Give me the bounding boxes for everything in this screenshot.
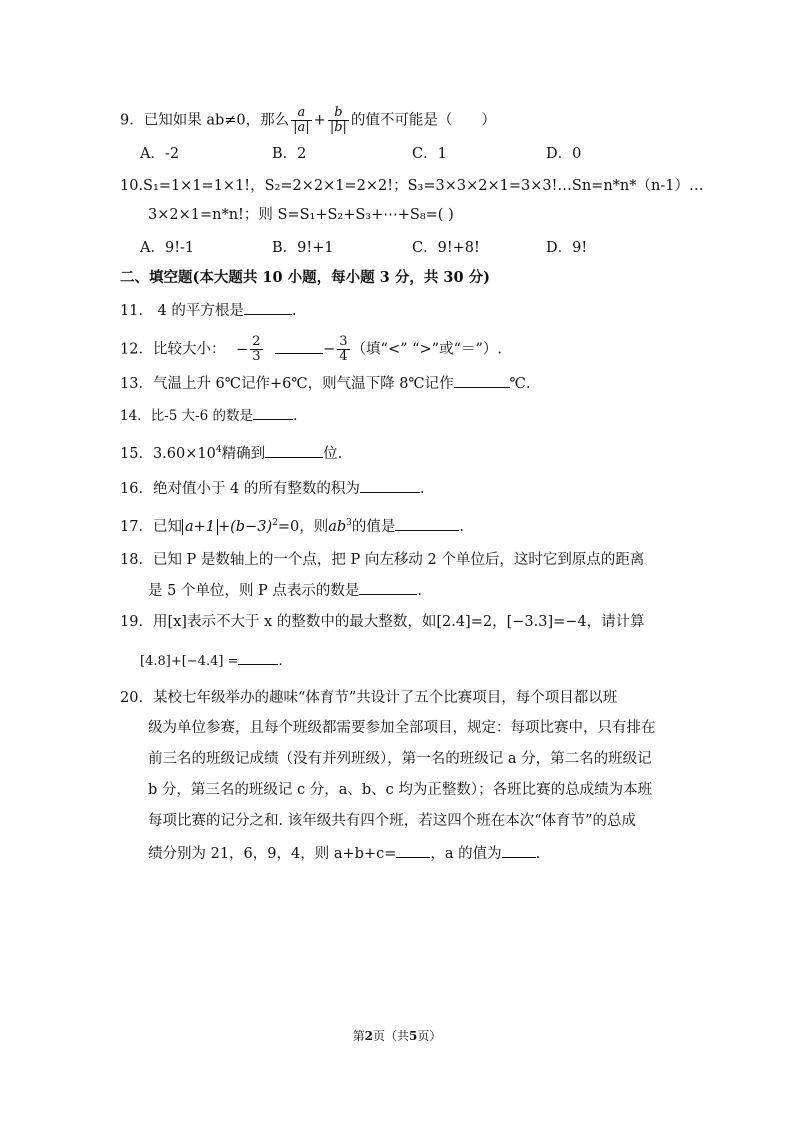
q9-option-c: C．1 (412, 146, 447, 162)
question-17: 17．已知 $a+1 +(b-3)^2=0$，则$ab^3$的值是 . (120, 513, 464, 537)
question-19-line-2: [4.8]+[−4.4] = . (140, 650, 283, 672)
q9-fraction-1: $\frac{a}{|a|}$ (293, 105, 310, 135)
q20-line-3: 前三名的班级记成绩（没有并列班级），第一名的班级记 a 分，第二名的班级记 (148, 751, 652, 767)
question-9: 9．已知如果 ab≠0，那么 $\frac{a}{|a|}$ + $\frac{b}{|b|}$ 的值不可能是（ ） (120, 105, 496, 135)
question-18-line-2: 是 5 个单位，则 P 点表示的数是 . (148, 580, 422, 601)
question-11: 11． 4 的平方根是 . (120, 300, 297, 321)
q20-line-6: 绩分别为 21，6，9，4，则 a+b+c= ，a 的值为 . (148, 843, 540, 864)
q16-answer-blank[interactable] (360, 478, 420, 493)
q20-a-value-blank[interactable] (502, 843, 536, 858)
q10-option-d: D．9! (546, 240, 588, 256)
q12-answer-blank[interactable] (275, 339, 323, 354)
q9-option-d: D．0 (546, 146, 582, 162)
q20-line-1: 20．某校七年级举办的趣味“体育节”共设计了五个比赛项目，每个项目都以班 (120, 690, 618, 706)
q13-answer-blank[interactable] (454, 373, 510, 388)
q12-fraction-2: $\frac{3}{4}$ (339, 334, 348, 364)
page-footer: 第2页（共5页） (352, 1029, 442, 1043)
q20-line-5: 每项比赛的记分之和. 该年级共有四个班，若这四个班在本次“体育节”的总成 (148, 813, 637, 829)
question-15: 15．$3.60\times 10^4$精确到 位. (120, 440, 342, 464)
q15-answer-blank[interactable] (265, 443, 323, 458)
q9-fraction-2: $\frac{b}{|b|}$ (329, 105, 347, 135)
q10-line-2: 3×2×1=n*n!；则 S=S₁+S₂+S₃+⋯+S₈=( ) (148, 207, 454, 223)
question-12: 12．比较大小： − $\frac{2}{3}$ − $\frac{3}{4}$ （填“<” “>”或“＝”）. (120, 334, 503, 364)
page-number: 2 (364, 1029, 373, 1043)
q10-option-a: A．9!-1 (140, 240, 195, 256)
q11-answer-blank[interactable] (244, 300, 292, 315)
q20-sum-blank[interactable] (396, 843, 430, 858)
q9-option-b: B．2 (272, 146, 307, 162)
q9-prefix: 9．已知如果 ab≠0，那么 (120, 112, 290, 129)
q20-line-2: 级为单位参赛，且每个班级都需要参加全部项目，规定：每项比赛中，只有排在 (148, 720, 656, 736)
section-2-heading: 二、填空题(本大题共 10 小题，每小题 3 分，共 30 分) (120, 269, 490, 286)
total-pages: 5 (409, 1029, 418, 1043)
q14-answer-blank[interactable] (253, 405, 293, 420)
q10-option-c: C．9!+8! (412, 240, 480, 256)
question-13: 13．气温上升 6℃记作+6℃，则气温下降 8℃记作 ℃. (120, 373, 531, 394)
question-14: 14．比-5 大-6 的数是 . (120, 405, 297, 426)
q19-line-1: 19．用[x]表示不大于 x 的整数中的最大整数，如[2.4]=2，[−3.3]=−4，请计算 (120, 614, 645, 630)
q10-line-1: 10.S₁=1×1=1×1!，S₂=2×2×1=2×2!；S₃=3×3×2×1=3×3!…Sn=n*n*（n-1）… (120, 178, 704, 194)
q9-option-a: A．-2 (140, 146, 180, 162)
q12-fraction-1: $\frac{2}{3}$ (252, 334, 261, 364)
q19-answer-blank[interactable] (238, 650, 278, 665)
q17-absolute-value: a+1 (182, 519, 218, 535)
q10-option-b: B．9!+1 (272, 240, 334, 256)
q20-line-4: b 分，第三名的班级记 c 分，a、b、c 均为正整数）；各班比赛的总成绩为本班 (148, 782, 653, 798)
q18-line-1: 18．已知 P 是数轴上的一个点，把 P 向左移动 2 个单位后，这时它到原点的距离 (120, 552, 645, 568)
q17-answer-blank[interactable] (395, 516, 459, 531)
q18-answer-blank[interactable] (359, 580, 417, 595)
question-16: 16．绝对值小于 4 的所有整数的积为 . (120, 478, 425, 499)
q9-suffix: 的值不可能是（ ） (350, 112, 496, 129)
